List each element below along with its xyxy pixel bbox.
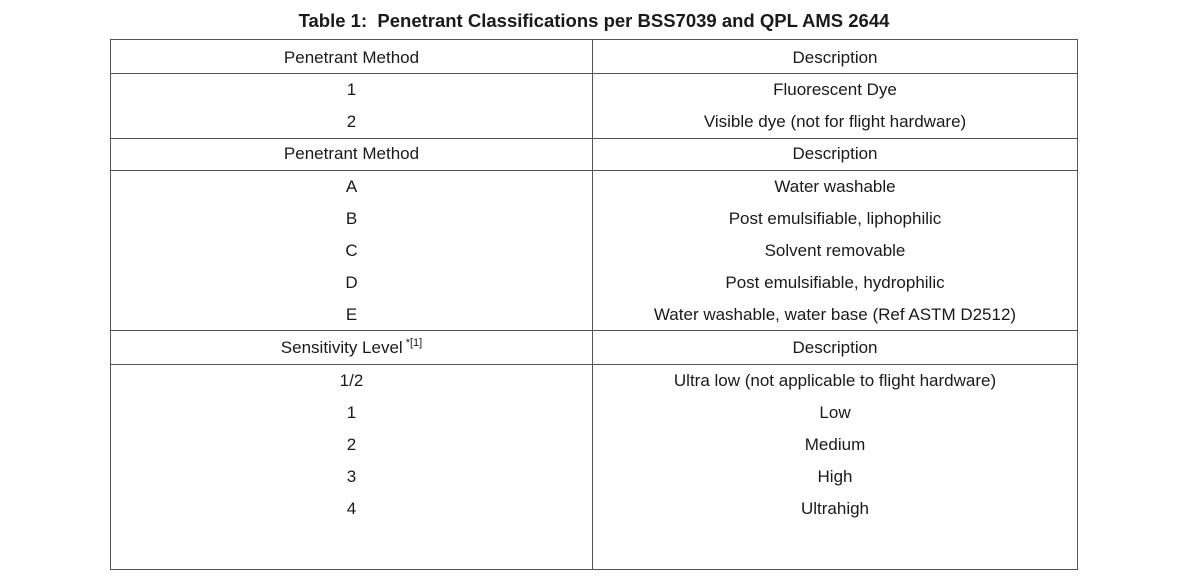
cell-description: Low — [819, 403, 851, 422]
table-row — [111, 106, 1077, 138]
cell-description: Ultra low (not applicable to flight hardware) — [673, 371, 997, 390]
table-header-row — [111, 331, 1077, 365]
table-header-row — [111, 139, 1077, 171]
table-row — [111, 365, 1077, 397]
header-description: Description — [792, 48, 878, 67]
cell-description: Visible dye (not for flight hardware) — [703, 112, 967, 131]
table-row — [111, 397, 1077, 429]
cell-description: Medium — [804, 435, 866, 454]
cell-method: 2 — [346, 112, 357, 131]
section-sensitivity-level — [111, 330, 1077, 518]
header-description: Description — [792, 144, 878, 163]
cell-level: 1/2 — [339, 371, 364, 390]
cell-level: 1 — [346, 403, 357, 422]
section-penetrant-method — [111, 138, 1077, 324]
table-title: Table 1: Penetrant Classifications per BSS7039 and QPL AMS 2644 — [298, 10, 890, 31]
cell-method: E — [345, 305, 358, 324]
cell-method: A — [345, 177, 358, 196]
cell-level: 4 — [346, 499, 357, 518]
cell-description: Water washable, water base (Ref ASTM D2512) — [653, 305, 1017, 324]
table-row — [111, 493, 1077, 525]
penetrant-classification-table — [110, 39, 1078, 570]
cell-description: High — [817, 467, 853, 486]
header-penetrant-method: Penetrant Method — [283, 144, 420, 163]
header-description: Description — [792, 338, 878, 357]
table-row — [111, 74, 1077, 106]
cell-description: Ultrahigh — [800, 499, 870, 518]
cell-method: C — [345, 241, 358, 260]
cell-description: Fluorescent Dye — [773, 80, 897, 99]
table-row — [111, 203, 1077, 235]
cell-level: 2 — [346, 435, 357, 454]
footnote-marker: *[1] — [405, 337, 423, 349]
header-sensitivity-level — [111, 331, 592, 365]
table-header-row — [111, 40, 1077, 74]
cell-method: B — [345, 209, 358, 228]
header-penetrant-method: Penetrant Method — [283, 48, 420, 67]
cell-description: Solvent removable — [764, 241, 906, 260]
cell-description: Water washable — [774, 177, 896, 196]
cell-method: D — [345, 273, 358, 292]
table-row — [111, 429, 1077, 461]
cell-description: Post emulsifiable, liphophilic — [728, 209, 942, 228]
cell-method: 1 — [346, 80, 357, 99]
header-sensitivity-label: Sensitivity Level — [280, 338, 403, 357]
table-row — [111, 461, 1077, 493]
table-row — [111, 235, 1077, 267]
table-row — [111, 299, 1077, 331]
cell-level: 3 — [346, 467, 357, 486]
table-row — [111, 171, 1077, 203]
table-row — [111, 267, 1077, 299]
cell-description: Post emulsifiable, hydrophilic — [725, 273, 945, 292]
